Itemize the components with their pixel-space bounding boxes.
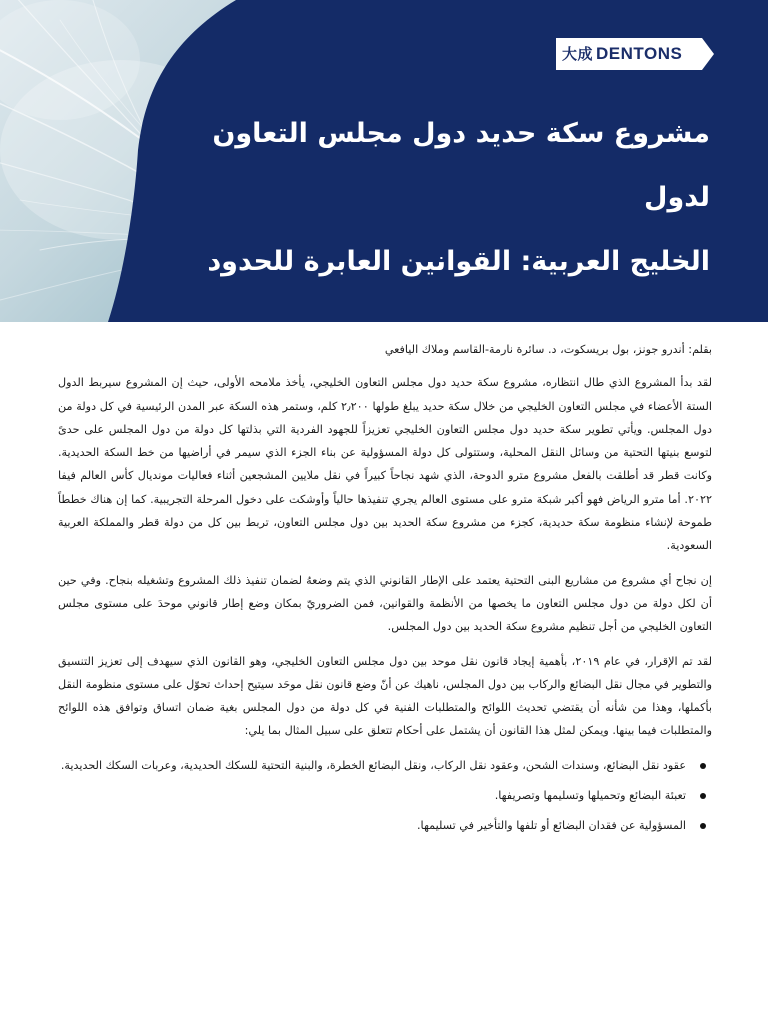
- article-body: [58, 338, 712, 845]
- paragraph-unified-law: لقد تم الإقرار، في عام ٢٠١٩، بأهمية إيجاد قانون نقل موحد بين دول مجلس التعاون الخليجي، وهو القانون الذي سيهدف إلى تعزيز التنسيق والتطوير في مجال نقل البضائع والركاب بين دول المجلس، ناهيك عن أنّ وضع قانون نقل موحَد سيتيح إحداث تحوّل على مستوى منظومة النقل بأكملها، وهذا من شأنه أن يقتضي تحديث اللوائح والمتطلبات الفنية في كل دولة من دول المجلس بغية ضمان اتساق وتوافق هذه اللوائح والمتطلبات فيما بينها. ويمكن لمثل هذا القانون أن يشتمل على أحكام تتعلق على سبيل المثال بما يلي:: [58, 654, 712, 738]
- list-item: [58, 784, 712, 807]
- paragraph-intro: لقد بدأ المشروع الذي طال انتظاره، مشروع سكة حديد دول مجلس التعاون الخليجي، يأخذ ملامحه الأولى، حيث إن المشروع سيربط الدول الستة الأعضاء في مجلس التعاون الخليجي من خلال سكة حديد يبلغ طولها ٢٫٢٠٠ كلم، وستمر هذه السكة عبر المدن الرئيسية في كل دولة من دول المجلس. ويأتي تطوير سكة حديد دول مجلس التعاون الخليجي تعزيزاً للجهود الفردية التي بذلتها كل دولة من دول المجلس على حدىً لتوسع بنيتها التحتية من وسائل النقل المحلية، وستتولى كل دولة المسؤولية عن بناء الجزء الذي سيمر في أراضيها من خط السكة الحديدية. وكانت قطر قد أطلقت بالفعل مشروع مترو الدوحة، الذي شهد نجاحاً كبيراً في نقل ملايين المشجعين أثناء فعاليات مونديال كأس العالم فيفا ٢٠٢٢. أما مترو الرياض فهو أكبر شبكة مترو على مستوى العالم يجري تنفيذها حالياً وأوشكت على دخول المرحلة التجريبية. كما إن هناك خططاً طموحة لإنشاء منظومة سكة حديدية، كجزء من مشروع سكة الحديد بين دول مجلس التعاون، تربط بين كل من دولة قطر والمملكة العربية السعودية.: [58, 376, 712, 553]
- title-line-2: الخليج العربية: القوانين العابرة للحدود: [207, 246, 710, 277]
- logo-cjk-text: 大成: [562, 46, 594, 63]
- hero-banner: [0, 0, 768, 322]
- list-item-text: المسؤولية عن فقدان البضائع أو تلفها والتأخير في تسليمها.: [416, 819, 686, 833]
- paragraph-legal-framework: إن نجاح أي مشروع من مشاريع البنى التحتية يعتمد على الإطار القانوني الذي يتم وضعهُ لضمان تنفيذ ذلك المشروع وتشغيله بنجاح. وفي حين أن لكل دولة من دول مجلس التعاون ما يخصها من الأنظمة والقوانين، فمن الضروريّ بمكان وضع إطار قانوني موحدَ على مستوى مجلس التعاون الخليجي من أجل تنظيم مشروع سكة الحديد بين دول المجلس.: [58, 573, 712, 634]
- title-line-1: مشروع سكة حديد دول مجلس التعاون لدول: [212, 118, 710, 213]
- logo-latin-text: DENTONS: [596, 44, 683, 63]
- author-byline: بقلم: أندرو جونز، بول بريسكوت، د. سائرة نارمة-القاسم وملاك اليافعي: [384, 343, 712, 356]
- page-title: [190, 102, 710, 294]
- list-item-text: تعبئة البضائع وتحميلها وتسليمها وتصريفها.: [494, 789, 686, 803]
- list-item: [58, 754, 712, 777]
- bullet-icon: [700, 793, 706, 799]
- bullet-icon: [700, 763, 706, 769]
- dentons-logo: [556, 38, 714, 70]
- list-item: [58, 814, 712, 837]
- list-item-text: عقود نقل البضائع، وسندات الشحن، وعقود نقل الركاب، ونقل البضائع الخطرة، والبنية التحتية للسكك الحديدية، وعربات السكك الحديدية.: [60, 758, 686, 772]
- bullet-icon: [700, 823, 706, 829]
- provisions-list: [58, 754, 712, 838]
- logo-wordmark: [562, 38, 682, 70]
